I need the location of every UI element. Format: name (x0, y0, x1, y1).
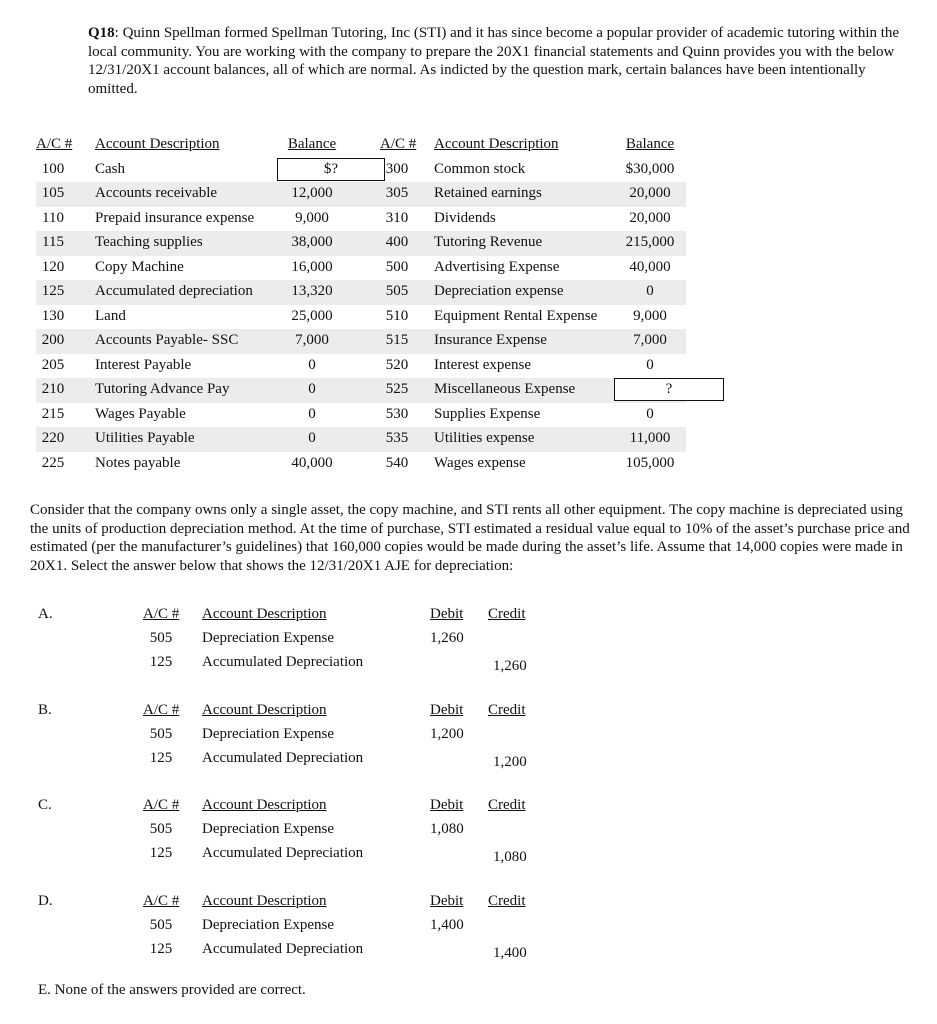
header-ac: A/C # (36, 136, 73, 152)
table-row (36, 256, 686, 281)
account-balance-2: 20,000 (629, 209, 671, 226)
question-prompt: Consider that the company owns only a single asset, the copy machine, and STI rents all other equipment. The copy machine is depreciated using the units of production depreciation method. At the time of purchase, STI estimated a residual value equal to 10% of the asset’s purchase price and estimated (per the manufacturer’s guidelines) that 160,000 copies would be made during the asset’s life. Assume that 14,000 copies were made in 20X1. Select the answer below that shows the 12/31/20X1 AJE for depreciation: (30, 502, 910, 574)
entry-header-debit: Debit (430, 893, 464, 909)
table-row (36, 329, 686, 354)
debit-account-description: Depreciation Expense (202, 630, 335, 646)
account-number: 125 (41, 283, 65, 299)
table-row (36, 207, 686, 232)
account-balance: 12,000 (291, 185, 333, 201)
account-number-2: 520 (385, 356, 409, 373)
account-balance-2: 11,000 (629, 430, 671, 446)
account-description-2: Utilities expense (434, 430, 535, 446)
credit-amount: 1,200 (493, 754, 527, 770)
option-letter[interactable]: D. (38, 893, 53, 909)
account-number-2: 500 (385, 258, 409, 275)
account-number: 205 (41, 356, 65, 373)
entry-credit-row (143, 941, 543, 965)
account-description-2: Miscellaneous Expense (434, 381, 576, 397)
header-balance-2: Balance (625, 136, 675, 152)
debit-amount: 1,080 (430, 821, 464, 837)
account-description-2: Dividends (434, 209, 496, 226)
account-description: Interest Payable (95, 356, 192, 373)
entry-header-debit: Debit (430, 606, 464, 622)
debit-amount: 1,400 (430, 917, 464, 933)
account-description: Teaching supplies (95, 234, 203, 250)
table-row (36, 427, 686, 452)
credit-account-description: Accumulated Depreciation (202, 941, 364, 957)
debit-account-number: 505 (149, 821, 173, 837)
credit-account-number: 125 (149, 750, 173, 766)
account-description: Accumulated depreciation (95, 283, 253, 299)
table-row (36, 231, 686, 256)
question-text (88, 24, 908, 98)
account-description-2: Wages expense (434, 454, 526, 471)
entry-header-ac: A/C # (143, 702, 180, 718)
table-row (36, 354, 686, 379)
account-balance-2: 0 (646, 283, 654, 299)
entry-header-credit: Credit (488, 702, 526, 718)
option-letter[interactable]: C. (38, 797, 52, 813)
journal-entry (143, 893, 543, 965)
account-number: 215 (41, 405, 65, 422)
account-balance-2: 105,000 (625, 454, 675, 471)
account-number: 210 (41, 381, 65, 397)
credit-account-number: 125 (149, 845, 173, 861)
account-balance-2: $30,000 (625, 160, 675, 177)
account-description-2: Tutoring Revenue (434, 234, 543, 250)
entry-header-ac: A/C # (143, 606, 180, 622)
omitted-balance-box: $? (277, 158, 385, 181)
account-number-2: 510 (385, 307, 409, 324)
account-number-2: 400 (385, 234, 409, 250)
option-e[interactable]: E. None of the answers provided are correct. (38, 982, 306, 998)
account-number: 105 (41, 185, 65, 201)
debit-amount: 1,200 (430, 726, 464, 742)
account-description: Tutoring Advance Pay (95, 381, 230, 397)
account-balance: 0 (308, 430, 316, 446)
account-description: Accounts receivable (95, 185, 218, 201)
entry-header-row (143, 702, 543, 726)
entry-header-credit: Credit (488, 893, 526, 909)
entry-header-description: Account Description (202, 606, 327, 622)
account-number-2: 305 (385, 185, 409, 201)
header-description-2: Account Description (434, 136, 559, 152)
option-letter[interactable]: B. (38, 702, 52, 718)
account-description: Prepaid insurance expense (95, 209, 255, 226)
account-description-2: Common stock (434, 160, 526, 177)
account-balance: 7,000 (295, 332, 329, 348)
account-number: 110 (42, 209, 64, 226)
account-description-2: Advertising Expense (434, 258, 560, 275)
question-body: : Quinn Spellman formed Spellman Tutoring, Inc (STI) and it has since become a popular provider of academic tutoring within the local community. You are working with the company to prepare the 20X1 financial statements and Quinn provides you with the below 12/31/20X1 account balances, all of which are normal. As indicted by the question mark, certain balances have been intentionally omitted. (88, 25, 900, 97)
account-number-2: 515 (385, 332, 409, 348)
entry-header-ac: A/C # (143, 797, 180, 813)
account-number: 115 (42, 234, 64, 250)
debit-account-description: Depreciation Expense (202, 917, 335, 933)
account-description: Notes payable (95, 454, 181, 471)
account-balance-2: 7,000 (633, 332, 667, 348)
account-balance: 13,320 (291, 283, 333, 299)
entry-debit-row (143, 821, 543, 845)
option-letter[interactable]: A. (38, 606, 53, 622)
account-number: 120 (41, 258, 65, 275)
entry-debit-row (143, 726, 543, 750)
table-row (36, 280, 686, 305)
header-balance: Balance (287, 136, 337, 152)
account-description: Wages Payable (95, 405, 186, 422)
account-number-2: 300 (385, 160, 409, 177)
journal-entry (143, 702, 543, 774)
account-number-2: 535 (385, 430, 409, 446)
credit-amount: 1,400 (493, 945, 527, 961)
entry-header-description: Account Description (202, 797, 327, 813)
entry-header-description: Account Description (202, 702, 327, 718)
table-row (36, 158, 686, 183)
credit-account-description: Accumulated Depreciation (202, 845, 364, 861)
credit-account-number: 125 (149, 941, 173, 957)
table-header-row (36, 133, 686, 158)
account-description-2: Retained earnings (434, 185, 542, 201)
account-number-2: 540 (385, 454, 409, 471)
account-balance: 40,000 (291, 454, 333, 471)
omitted-balance-box: ? (614, 378, 724, 401)
account-description-2: Interest expense (434, 356, 532, 373)
debit-account-number: 505 (149, 630, 173, 646)
table-row (36, 182, 686, 207)
account-description-2: Supplies Expense (434, 405, 541, 422)
journal-entry (143, 797, 543, 869)
credit-account-number: 125 (149, 654, 173, 670)
debit-account-description: Depreciation Expense (202, 821, 335, 837)
account-description-2: Insurance Expense (434, 332, 547, 348)
account-number: 130 (41, 307, 65, 324)
account-balance-2: 40,000 (629, 258, 671, 275)
table-body (36, 158, 686, 477)
entry-debit-row (143, 630, 543, 654)
entry-header-row (143, 797, 543, 821)
account-balance: 16,000 (291, 258, 333, 275)
debit-account-number: 505 (149, 917, 173, 933)
account-description-2: Depreciation expense (434, 283, 564, 299)
entry-debit-row (143, 917, 543, 941)
account-balance: 0 (308, 381, 316, 397)
header-ac-2: A/C # (380, 136, 417, 152)
debit-account-description: Depreciation Expense (202, 726, 335, 742)
table-row (36, 378, 686, 403)
account-number: 200 (41, 332, 65, 348)
entry-credit-row (143, 845, 543, 869)
account-description: Accounts Payable- SSC (95, 332, 239, 348)
table-row (36, 452, 686, 477)
account-balance: 9,000 (295, 209, 329, 226)
entry-header-description: Account Description (202, 893, 327, 909)
account-number-2: 310 (385, 209, 409, 226)
entry-credit-row (143, 750, 543, 774)
account-description-2: Equipment Rental Expense (434, 307, 598, 324)
account-description: Copy Machine (95, 258, 184, 275)
account-number: 100 (41, 160, 65, 177)
credit-amount: 1,260 (493, 658, 527, 674)
entry-header-debit: Debit (430, 702, 464, 718)
account-number: 220 (41, 430, 65, 446)
entry-credit-row (143, 654, 543, 678)
question-label: Q18 (88, 25, 115, 41)
header-description: Account Description (95, 136, 220, 152)
entry-header-row (143, 606, 543, 630)
credit-account-description: Accumulated Depreciation (202, 750, 364, 766)
journal-entry (143, 606, 543, 678)
account-number-2: 505 (385, 283, 409, 299)
account-description: Utilities Payable (95, 430, 195, 446)
account-number-2: 530 (385, 405, 409, 422)
entry-header-ac: A/C # (143, 893, 180, 909)
entry-header-credit: Credit (488, 797, 526, 813)
account-balance: 0 (308, 356, 316, 373)
table-row (36, 403, 686, 428)
account-balance-2: 215,000 (625, 234, 675, 250)
account-balance: 25,000 (291, 307, 333, 324)
entry-header-credit: Credit (488, 606, 526, 622)
account-balance-2: 0 (646, 405, 654, 422)
account-balance: 0 (308, 405, 316, 422)
credit-amount: 1,080 (493, 849, 527, 865)
account-description: Cash (95, 160, 125, 177)
debit-amount: 1,260 (430, 630, 464, 646)
account-balance-2: 9,000 (633, 307, 667, 324)
debit-account-number: 505 (149, 726, 173, 742)
account-number: 225 (41, 454, 65, 471)
account-description: Land (95, 307, 126, 324)
account-balances-table (36, 133, 686, 476)
entry-header-row (143, 893, 543, 917)
account-balance: 38,000 (291, 234, 333, 250)
account-number-2: 525 (385, 381, 409, 397)
account-balance-2: 20,000 (629, 185, 671, 201)
credit-account-description: Accumulated Depreciation (202, 654, 364, 670)
table-row (36, 305, 686, 330)
account-balance-2: 0 (646, 356, 654, 373)
entry-header-debit: Debit (430, 797, 464, 813)
